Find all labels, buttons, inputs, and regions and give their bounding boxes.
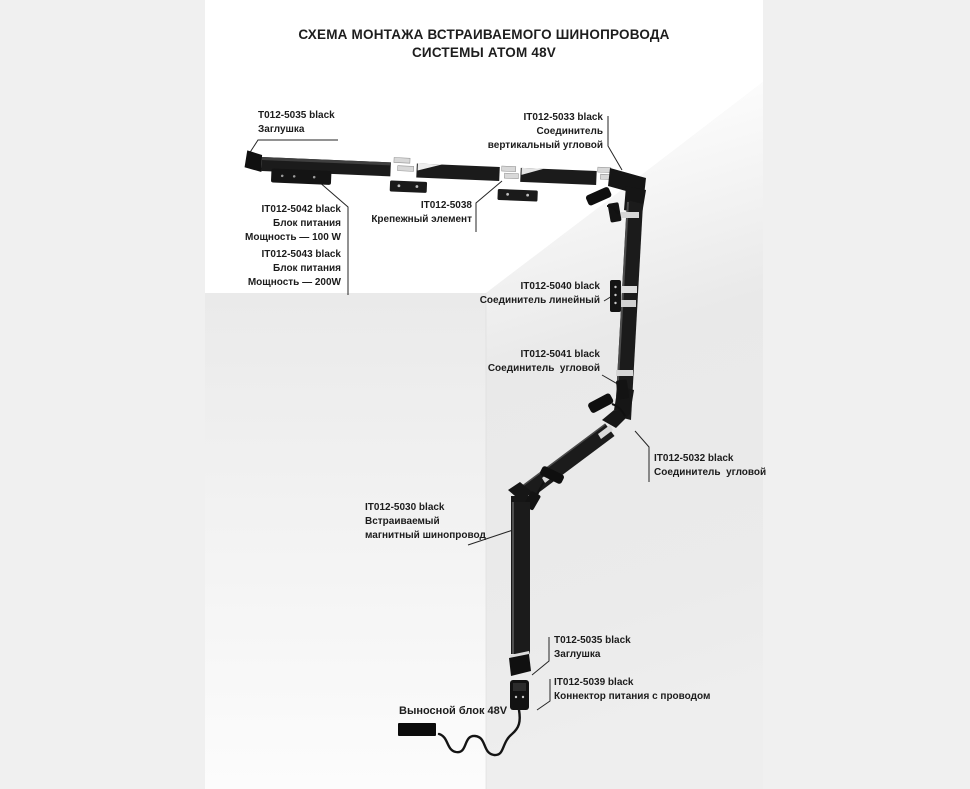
title-line-2: СИСТЕМЫ АТОМ 48V (411, 45, 557, 60)
linear-connector-plate (610, 280, 621, 312)
label-corner-connector-upper: IT012-5041 black Соединитель угловой (487, 349, 600, 374)
fastening-element (390, 180, 427, 193)
label-corner-connector-lower: IT012-5032 black Соединитель угловой (654, 453, 767, 478)
label-external-psu: Выносной блок 48V (399, 705, 508, 717)
external-psu-block (398, 723, 436, 736)
label-psu-200w: IT012-5043 black Блок питания Мощность — 200W (247, 249, 341, 288)
recessed-busbar-track (509, 502, 531, 676)
label-endcap-top: T012-5035 black Заглушка (258, 110, 335, 135)
label-psu-100w: IT012-5042 black Блок питания Мощность — 100 W (245, 204, 341, 243)
label-power-connector: IT012-5039 black Коннектор питания с проводом (554, 677, 711, 702)
power-supply-unit (271, 168, 332, 185)
label-corner-vertical-connector: IT012-5033 black Соединитель вертикальный угловой (487, 112, 603, 151)
title-line-1: СХЕМА МОНТАЖА ВСТРАИВАЕМОГО ШИНОПРОВОДА (298, 27, 670, 42)
label-endcap-bottom: T012-5035 black Заглушка (554, 635, 631, 660)
label-fastener: IT012-5038 Крепежный элемент (371, 200, 472, 225)
fastening-element (497, 189, 537, 202)
label-busbar: IT012-5030 black Встраиваемый магнитный шинопровод (365, 502, 486, 541)
page-title (205, 26, 763, 62)
label-linear-connector: IT012-5040 black Соединитель линейный (479, 281, 600, 306)
